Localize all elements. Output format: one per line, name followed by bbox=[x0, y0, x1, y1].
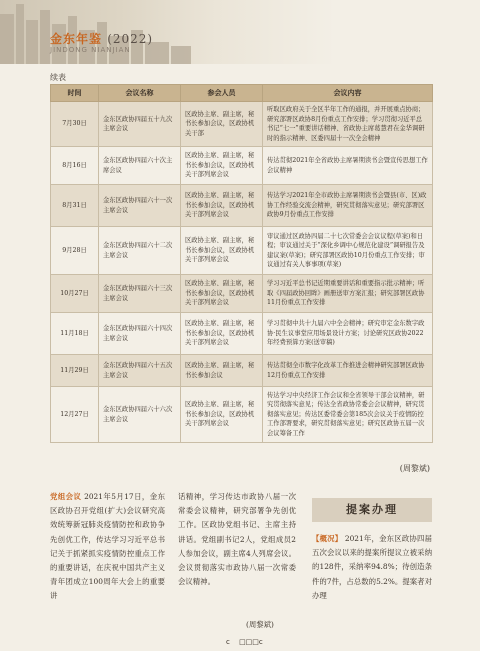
table-header-row bbox=[51, 85, 433, 102]
meeting-time: 7月30日 bbox=[51, 102, 99, 147]
article-column-3 bbox=[312, 532, 432, 603]
meeting-name: 金东区政协四届六十四次主席会议 bbox=[99, 313, 181, 355]
meeting-attendees: 区政协主席、副主席，秘书长参加会议 bbox=[181, 355, 263, 387]
meeting-attendees: 区政协主席、副主席，秘书长参加会议，区政协机关干部列席会议 bbox=[181, 275, 263, 313]
table-row bbox=[51, 102, 433, 147]
meeting-time: 10月27日 bbox=[51, 275, 99, 313]
table-row bbox=[51, 355, 433, 387]
meeting-name: 金东区政协四届六十次主席会议 bbox=[99, 147, 181, 185]
meeting-name: 金东区政协四届六十三次主席会议 bbox=[99, 275, 181, 313]
meeting-time: 9月28日 bbox=[51, 227, 99, 275]
meeting-attendees: 区政协主席、副主席，秘书长参加会议，区政协机关干部列席会议 bbox=[181, 387, 263, 443]
meeting-content: 审议通过区政协四届二十七次常委会会议议程(草案)和日程；审议通过关于“深化乡调中心规范化建设”调研报告及建议案(草案)；研究部署区政协10月份重点工作安排；审议通过有关人事事项(草案) bbox=[263, 227, 433, 275]
meeting-time: 11月18日 bbox=[51, 313, 99, 355]
meeting-name: 金东区政协四届六十五次主席会议 bbox=[99, 355, 181, 387]
meeting-attendees: 区政协主席、副主席，秘书长参加会议，区政协机关干部列席会议 bbox=[181, 147, 263, 185]
table-row bbox=[51, 313, 433, 355]
article-column-1 bbox=[50, 490, 165, 604]
yearbook-subtitle: JINDONG NIANJIAN bbox=[50, 46, 131, 54]
column-header: 参会人员 bbox=[181, 85, 263, 102]
meeting-content: 学习贯彻中共十九届六中全会精神；研究审定金东数字政协·民生议事堂应用场景设计方案；讨论研究区政协2022年经费预算方案(送审稿) bbox=[263, 313, 433, 355]
table-author-signature: (周黎斌) bbox=[399, 464, 430, 473]
section-title: 提案办理 bbox=[312, 498, 432, 522]
meeting-attendees: 区政协主席、副主席，秘书长参加会议，区政协机关干部列席会议 bbox=[181, 185, 263, 227]
meeting-attendees: 区政协主席、副主席，秘书长参加会议，区政协机关干部 bbox=[181, 102, 263, 147]
paragraph-lead: 党组会议 bbox=[50, 492, 82, 501]
table-row bbox=[51, 227, 433, 275]
paragraph-lead: 【概况】 bbox=[312, 534, 343, 543]
meeting-name: 金东区政协四届六十六次主席会议 bbox=[99, 387, 181, 443]
paragraph-text: 2021年，金东区政协四届五次会议以来的提案所提议立被采纳的128件，采纳率94.8%；待创造条件的7件，占总数的5.2%。提案者对办理 bbox=[312, 534, 432, 600]
meeting-content: 传达贯彻全市数字化改革工作推进会精神研究部署区政协12月份重点工作安排 bbox=[263, 355, 433, 387]
meeting-name: 金东区政协四届六十二次主席会议 bbox=[99, 227, 181, 275]
yearbook-name: 金东年鉴 bbox=[50, 32, 103, 46]
meeting-time: 8月31日 bbox=[51, 185, 99, 227]
article-author-signature: (周黎斌) bbox=[246, 620, 274, 629]
table-row bbox=[51, 387, 433, 443]
meeting-content: 传达贯彻2021年全省政协主席暑期读书会暨宣传思想工作会议精神 bbox=[263, 147, 433, 185]
meeting-time: 12月27日 bbox=[51, 387, 99, 443]
yearbook-title bbox=[50, 30, 153, 47]
meeting-content: 传达学习中央经济工作会议和全省领导干部会议精神，研究贯彻落实意见；传达全省政协常委会会议精神，研究贯彻落实意见；传达区委常委会第185次会议关于疫情防控工作部署要求，研究贯彻落实意见；研究区政协五届一次会议筹备工作 bbox=[263, 387, 433, 443]
yearbook-year: (2022) bbox=[107, 32, 154, 46]
page-header bbox=[0, 0, 480, 64]
column-header: 会议内容 bbox=[263, 85, 433, 102]
meeting-time: 8月16日 bbox=[51, 147, 99, 185]
meeting-attendees: 区政协主席、副主席，秘书长参加会议，区政协机关干部列席会议 bbox=[181, 227, 263, 275]
meeting-time: 11月29日 bbox=[51, 355, 99, 387]
column-header: 时间 bbox=[51, 85, 99, 102]
meeting-content: 听取区政府关于全区半年工作的通报，并开展重点协商；研究部署区政协8月份重点工作安排；学习贯彻习近平总书记“七一”重要讲话精神、省政协主席葛慧君在金华调研时的指示精神、区委四届十一次全会精神 bbox=[263, 102, 433, 147]
column-header: 会议名称 bbox=[99, 85, 181, 102]
meeting-content: 传达学习2021年全市政协主席暑期读书会暨县(市、区)政协工作经验交流会精神，研究贯彻落实意见；研究部署区政协9月份重点工作安排 bbox=[263, 185, 433, 227]
meeting-name: 金东区政协四届六十一次主席会议 bbox=[99, 185, 181, 227]
continued-label: 续表 bbox=[50, 73, 66, 82]
meetings-table bbox=[50, 84, 433, 443]
paragraph-text: 2021年5月17日，金东区政协召开党组(扩大)会议研究高效统筹新冠肺炎疫情防控和政协争先创优工作，传达学习习近平总书记关于抓紧抓实疫情防控重点工作的重要讲话，在庆祝中国共产主义青年团成立100周年大会上的重要讲 bbox=[50, 492, 165, 601]
table-row bbox=[51, 275, 433, 313]
meeting-name: 金东区政协四届五十九次主席会议 bbox=[99, 102, 181, 147]
table-row bbox=[51, 185, 433, 227]
table-row bbox=[51, 147, 433, 185]
page-number: c □□□c bbox=[226, 638, 263, 646]
meeting-content: 学习习近平总书记近期重要讲话和重要指示批示精神；听取《四届政协回眸》画册送审方案汇报；研究部署区政协11月份重点工作安排 bbox=[263, 275, 433, 313]
article-column-2: 话精神，学习传达市政协八届一次常委会议精神，研究部署争先创优工作。区政协党组书记、主席主持讲话。党组副书记2人，党组成员2人参加会议，副主席4人列席会议。会议贯彻落实市政协八届一次常委会议精神。 bbox=[178, 492, 296, 587]
meeting-attendees: 区政协主席、副主席，秘书长参加会议，区政协机关干部列席会议 bbox=[181, 313, 263, 355]
